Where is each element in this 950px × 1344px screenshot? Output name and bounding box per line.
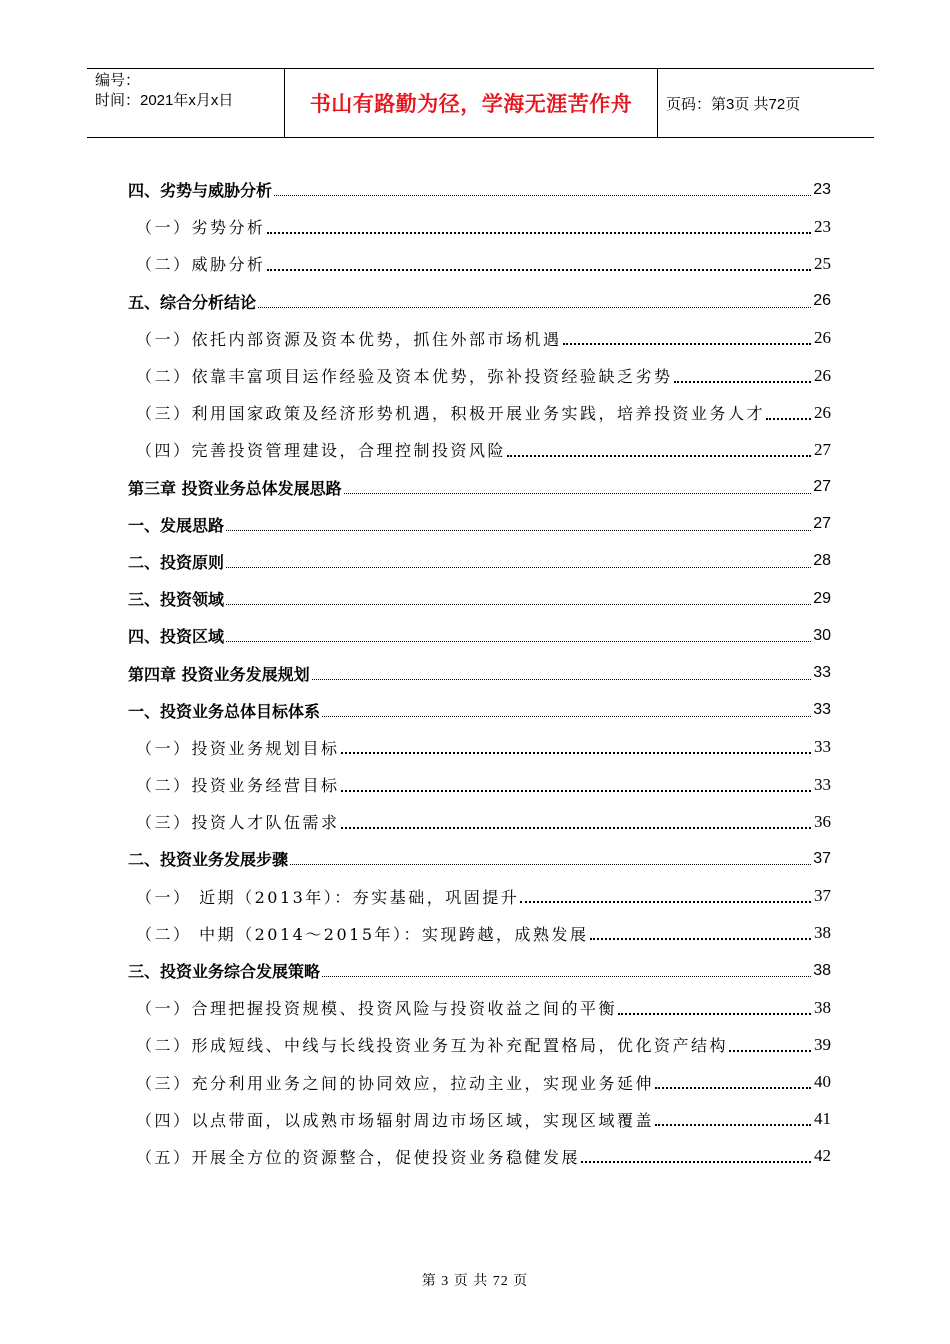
- toc-entry[interactable]: [128, 171, 831, 208]
- toc-dot-leader: [226, 604, 811, 605]
- toc-dot-leader: [267, 269, 811, 271]
- toc-entry-page: 33: [813, 701, 831, 719]
- toc-entry[interactable]: [128, 208, 831, 245]
- toc-entry[interactable]: [128, 692, 831, 729]
- toc-dot-leader: [655, 1087, 811, 1089]
- toc-entry[interactable]: [128, 952, 831, 989]
- toc-entry[interactable]: [128, 469, 831, 506]
- toc-dot-leader: [258, 307, 811, 308]
- toc-entry-page: 37: [814, 886, 831, 906]
- toc-entry-title: 二、投资业务发展步骤: [128, 850, 289, 870]
- toc-entry-title: （三）投资人才队伍需求: [136, 813, 340, 833]
- toc-entry-title: （二） 中期（2014～2015年）：实现跨越，成熟发展: [136, 924, 589, 944]
- toc-dot-leader: [520, 901, 811, 903]
- toc-entry-page: 23: [813, 180, 831, 198]
- toc-dot-leader: [226, 641, 811, 642]
- toc-entry-page: 28: [813, 552, 831, 570]
- toc-entry-title: （一）劣势分析: [136, 218, 266, 238]
- toc-dot-leader: [563, 343, 811, 345]
- toc-entry-page: 26: [814, 365, 831, 385]
- toc-entry-page: 27: [813, 515, 831, 533]
- toc-entry-page: 36: [814, 811, 831, 831]
- toc-entry-page: 41: [814, 1109, 831, 1129]
- toc-dot-leader: [274, 195, 811, 196]
- toc-entry[interactable]: [128, 1064, 831, 1101]
- toc-entry-title: （三）充分利用业务之间的协同效应，拉动主业，实现业务延伸: [136, 1073, 655, 1093]
- toc-entry-title: 四、劣势与威胁分析: [128, 181, 273, 201]
- toc-dot-leader: [290, 864, 811, 865]
- toc-entry-page: 33: [813, 664, 831, 682]
- toc-dot-leader: [341, 790, 811, 792]
- toc-entry-page: 39: [814, 1034, 831, 1054]
- toc-entry-page: 23: [814, 216, 831, 236]
- toc-entry[interactable]: [128, 803, 831, 840]
- toc-entry-title: 四、投资区域: [128, 627, 225, 647]
- toc-entry-page: 26: [814, 402, 831, 422]
- toc-entry-title: 一、发展思路: [128, 515, 225, 535]
- toc-entry-page: 33: [814, 774, 831, 794]
- toc-entry-page: 26: [814, 328, 831, 348]
- toc-entry[interactable]: [128, 580, 831, 617]
- toc-dot-leader: [674, 381, 811, 383]
- header-table: [87, 68, 874, 138]
- toc-dot-leader: [341, 827, 811, 829]
- toc-entry-title: 第三章 投资业务总体发展思路: [128, 478, 342, 498]
- toc-entry-page: 42: [814, 1146, 831, 1166]
- toc-entry[interactable]: [128, 654, 831, 691]
- toc-entry-title: （二）威胁分析: [136, 255, 266, 275]
- toc-dot-leader: [618, 1013, 811, 1015]
- time-label: 时间：2021年x月x日: [95, 92, 234, 109]
- toc-entry[interactable]: [128, 1101, 831, 1138]
- toc-entry[interactable]: [128, 878, 831, 915]
- toc-entry-page: 38: [813, 961, 831, 979]
- toc-dot-leader: [312, 679, 812, 680]
- toc-entry[interactable]: [128, 840, 831, 877]
- footer-page-number: 第 3 页 共 72 页: [421, 1274, 529, 1289]
- toc-entry[interactable]: [128, 543, 831, 580]
- toc-entry[interactable]: [128, 506, 831, 543]
- toc-entry[interactable]: [128, 915, 831, 952]
- toc-entry[interactable]: [128, 431, 831, 468]
- toc-entry-page: 27: [814, 439, 831, 459]
- toc-dot-leader: [590, 938, 811, 940]
- toc-entry-title: （四）以点带面，以成熟市场辐射周边市场区域，实现区域覆盖: [136, 1110, 655, 1130]
- toc-entry-page: 40: [814, 1072, 831, 1092]
- toc-entry-page: 26: [813, 292, 831, 310]
- toc-dot-leader: [322, 976, 811, 977]
- toc-entry-title: 一、投资业务总体目标体系: [128, 701, 321, 721]
- toc-entry[interactable]: [128, 989, 831, 1026]
- toc-dot-leader: [322, 716, 811, 717]
- toc-entry-title: 二、投资原则: [128, 552, 225, 572]
- toc-entry-title: （三）利用国家政策及经济形势机遇，积极开展业务实践，培养投资业务人才: [136, 404, 766, 424]
- toc-entry-title: （一）合理把握投资规模、投资风险与投资收益之间的平衡: [136, 999, 618, 1019]
- toc-entry-title: 第四章 投资业务发展规划: [128, 664, 310, 684]
- toc-entry-title: （一）依托内部资源及资本优势，抓住外部市场机遇: [136, 329, 562, 349]
- toc-dot-leader: [226, 567, 811, 568]
- toc-entry-title: （二）投资业务经营目标: [136, 776, 340, 796]
- toc-entry-page: 30: [813, 626, 831, 644]
- toc-dot-leader: [766, 418, 811, 420]
- toc-dot-leader: [581, 1161, 811, 1163]
- toc-entry[interactable]: [128, 357, 831, 394]
- toc-entry[interactable]: [128, 617, 831, 654]
- toc-entry-page: 29: [813, 589, 831, 607]
- toc-dot-leader: [267, 232, 811, 234]
- toc-entry[interactable]: [128, 766, 831, 803]
- header-page-label: 页码：第3页 共72页: [666, 95, 801, 113]
- header-meta-cell: [87, 69, 285, 137]
- toc-entry[interactable]: [128, 320, 831, 357]
- toc-entry-title: （一）投资业务规划目标: [136, 738, 340, 758]
- toc-entry[interactable]: [128, 1138, 831, 1175]
- number-label: 编号：: [95, 72, 141, 89]
- motto: 书山有路勤为径，学海无涯苦作舟: [285, 69, 658, 137]
- toc-entry-title: 三、投资业务综合发展策略: [128, 962, 321, 982]
- toc-entry[interactable]: [128, 283, 831, 320]
- toc-dot-leader: [507, 455, 811, 457]
- toc-entry-page: 38: [814, 997, 831, 1017]
- toc-entry-title: 三、投资领域: [128, 590, 225, 610]
- toc-entry-title: 五、综合分析结论: [128, 292, 257, 312]
- toc-entry[interactable]: [128, 394, 831, 431]
- toc-dot-leader: [226, 530, 811, 531]
- toc-entry-page: 38: [814, 923, 831, 943]
- toc-entry-title: （五）开展全方位的资源整合，促使投资业务稳健发展: [136, 1147, 581, 1167]
- toc-entry-page: 33: [814, 737, 831, 757]
- toc-entry[interactable]: [128, 729, 831, 766]
- toc-entry-title: （一） 近期（2013年）：夯实基础，巩固提升: [136, 887, 520, 907]
- toc-dot-leader: [344, 493, 812, 494]
- toc-entry-page: 37: [813, 849, 831, 867]
- toc-entry-page: 25: [814, 253, 831, 273]
- toc-entry-title: （四）完善投资管理建设，合理控制投资风险: [136, 441, 507, 461]
- table-of-contents: [128, 171, 831, 1175]
- toc-entry[interactable]: [128, 245, 831, 282]
- toc-dot-leader: [729, 1050, 811, 1052]
- toc-dot-leader: [341, 752, 811, 754]
- toc-dot-leader: [655, 1124, 811, 1126]
- toc-entry-title: （二）形成短线、中线与长线投资业务互为补充配置格局，优化资产结构: [136, 1036, 729, 1056]
- toc-entry[interactable]: [128, 1026, 831, 1063]
- toc-entry-title: （二）依靠丰富项目运作经验及资本优势，弥补投资经验缺乏劣势: [136, 367, 673, 387]
- toc-entry-page: 27: [813, 478, 831, 496]
